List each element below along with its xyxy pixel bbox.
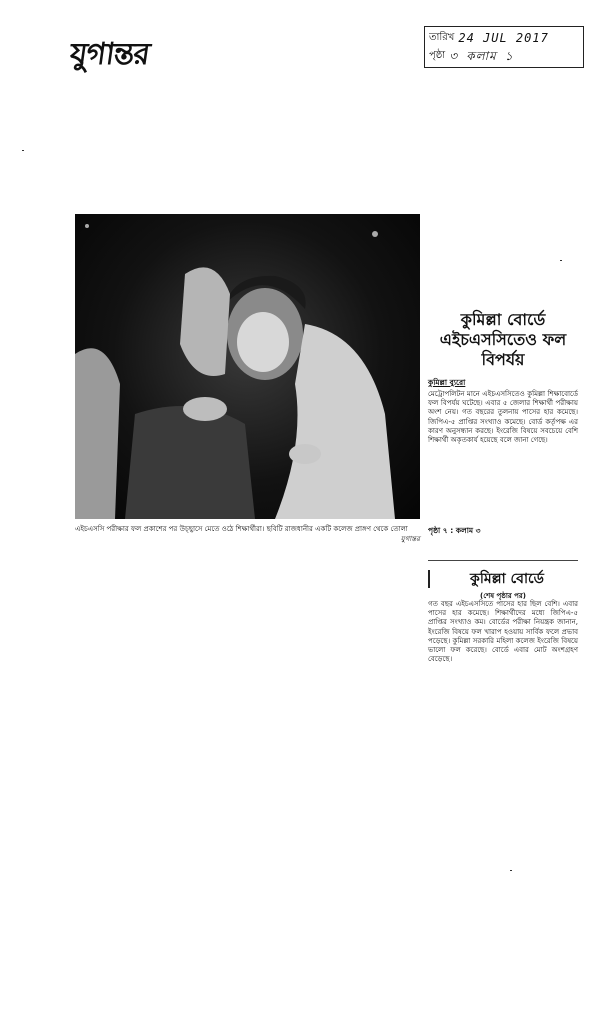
stamp-page-label: পৃষ্ঠা <box>429 50 446 61</box>
clipping-stamp <box>424 26 584 68</box>
article-byline: কুমিল্লা ব্যুরো <box>428 378 466 387</box>
column-divider <box>428 560 578 561</box>
continuation-subhead: (শেষ পৃষ্ঠার পর) <box>480 592 526 600</box>
stamp-page-value: ৩ কলাম ১ <box>449 49 514 63</box>
photo-caption <box>75 524 420 544</box>
continuation-body: গত বছর এইচএসসিতে পাসের হার ছিল বেশি। এবার পাসের হার কমেছে। শিক্ষার্থীদের মধ্যে জিপিএ-৫ প্রাপ্তির সংখ্যাও কম। বোর্ডের পরীক্ষা নিয়ন্ত্রক জানান, ইংরেজি বিষয়ে ফল খারাপ হওয়ায় সার্বিক ফলে প্রভাব পড়েছে। কুমিল্লা সরকারি মহিলা কলেজ ইংরেজি বিষয়ে ভালো ফল করেছে। বোর্ডে এবার মোট অংশগ্রহণ বেড়েছে। <box>428 600 578 664</box>
celebration-photo-icon <box>75 214 420 519</box>
article-headline: কুমিল্লা বোর্ডে এইচএসসিতেও ফল বিপর্যয় <box>439 310 567 369</box>
scan-speck <box>560 260 562 261</box>
stamp-date-value: 24 JUL 2017 <box>458 31 549 45</box>
scan-speck <box>510 870 512 871</box>
newspaper-masthead: যুগান্তর <box>67 37 152 72</box>
stamp-date-label: তারিখ <box>429 32 455 43</box>
photo-caption-text: এইচএসসি পরীক্ষার ফল প্রকাশের পর উচ্ছ্বাসে মেতে ওঠে শিক্ষার্থীরা। ছবিটি রাজধানীর একটি কলেজ প্রাঙ্গণ থেকে তোলা <box>75 525 408 533</box>
article-jump-line: পৃষ্ঠা ৭ : কলাম ৩ <box>428 526 481 535</box>
continuation-headline: কুমিল্লা বোর্ডে <box>428 570 578 588</box>
scan-speck <box>22 150 24 151</box>
news-photo <box>75 214 420 519</box>
article-body: মেট্রোপলিটন মানে এইচএসসিতেও কুমিল্লা শিক্ষাবোর্ডে ফল বিপর্যয় ঘটেছে। এবার ৫ জেলার শিক্ষার্থী পরীক্ষায় অংশ নেয়। গত বছরের তুলনায় পাসের হার কমেছে। জিপিএ-৫ প্রাপ্তির সংখ্যাও কমেছে। বোর্ড কর্তৃপক্ষ এর কারণ অনুসন্ধান করছে। ইংরেজি বিষয়ে সবচেয়ে বেশি শিক্ষার্থী অকৃতকার্য হয়েছে বলে জানা গেছে। <box>428 390 578 445</box>
photo-credit: যুগান্তর <box>400 535 420 543</box>
